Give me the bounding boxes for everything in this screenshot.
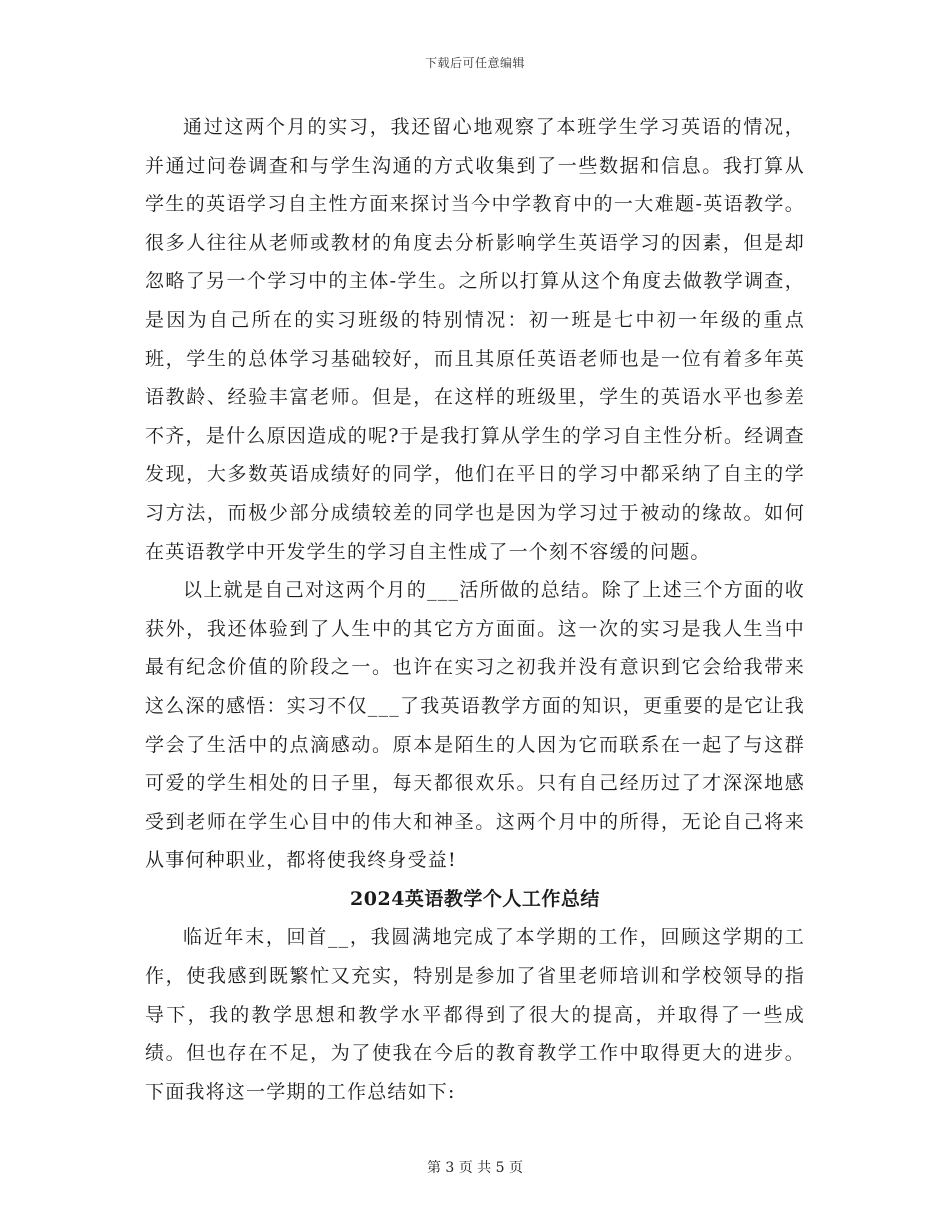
paragraph-internship-observation: 通过这两个月的实习，我还留心地观察了本班学生学习英语的情况，并通过问卷调查和与学生沟通的方式收集到了一些数据和信息。我打算从学生的英语学习自主性方面来探讨当今中学教育中的一大难题-英语教学。很多人往往从老师或教材的角度去分析影响学生英语学习的因素，但是却忽略了另一个学习中的主体-学生。之所以打算从这个角度去做教学调查，是因为自己所在的实习班级的特别情况：初一班是七中初一年级的重点班，学生的总体学习基础较好，而且其原任英语老师也是一位有着多年英语教龄、经验丰富老师。但是，在这样的班级里，学生的英语水平也参差不齐，是什么原因造成的呢?于是我打算从学生的学习自主性分析。经调查发现，大多数英语成绩好的同学，他们在平日的学习中都采纳了自主的学习方法，而极少部分成绩较差的同学也是因为学习过于被动的缘故。如何在英语教学中开发学生的学习自主性成了一个刻不容缓的问题。 — [145, 116, 805, 563]
paragraph-work-summary-intro: 临近年末，回首__，我圆满地完成了本学期的工作，回顾这学期的工作，使我感到既繁忙又充实，特别是参加了省里老师培训和学校领导的指导下，我的教学思想和教学水平都得到了很大的提高，并取得了一些成绩。但也存在不足，为了使我在今后的教育教学工作中取得更大的进步。下面我将这一学期的工作总结如下: — [145, 926, 805, 1103]
document-body — [145, 108, 805, 1111]
paragraph-internship-summary: 以上就是自己对这两个月的___活所做的总结。除了上述三个方面的收获外，我还体验到了人生中的其它方方面面。这一次的实习是我人生当中最有纪念价值的阶段之一。也许在实习之初我并没有意识到它会给我带来这么深的感悟：实习不仅___了我英语教学方面的知识，更重要的是它让我学会了生活中的点滴感动。原本是陌生的人因为它而联系在一起了与这群可爱的学生相处的日子里，每天都很欢乐。只有自己经历过了才深深地感受到老师在学生心目中的伟大和神圣。这两个月中的所得，无论自己将来从事何种职业，都将使我终身受益! — [145, 579, 805, 872]
header-note: 下载后可任意编辑 — [424, 56, 525, 70]
section-title: 2024英语教学个人工作总结 — [350, 887, 600, 910]
page-number: 第 3 页 共 5 页 — [426, 1160, 524, 1176]
